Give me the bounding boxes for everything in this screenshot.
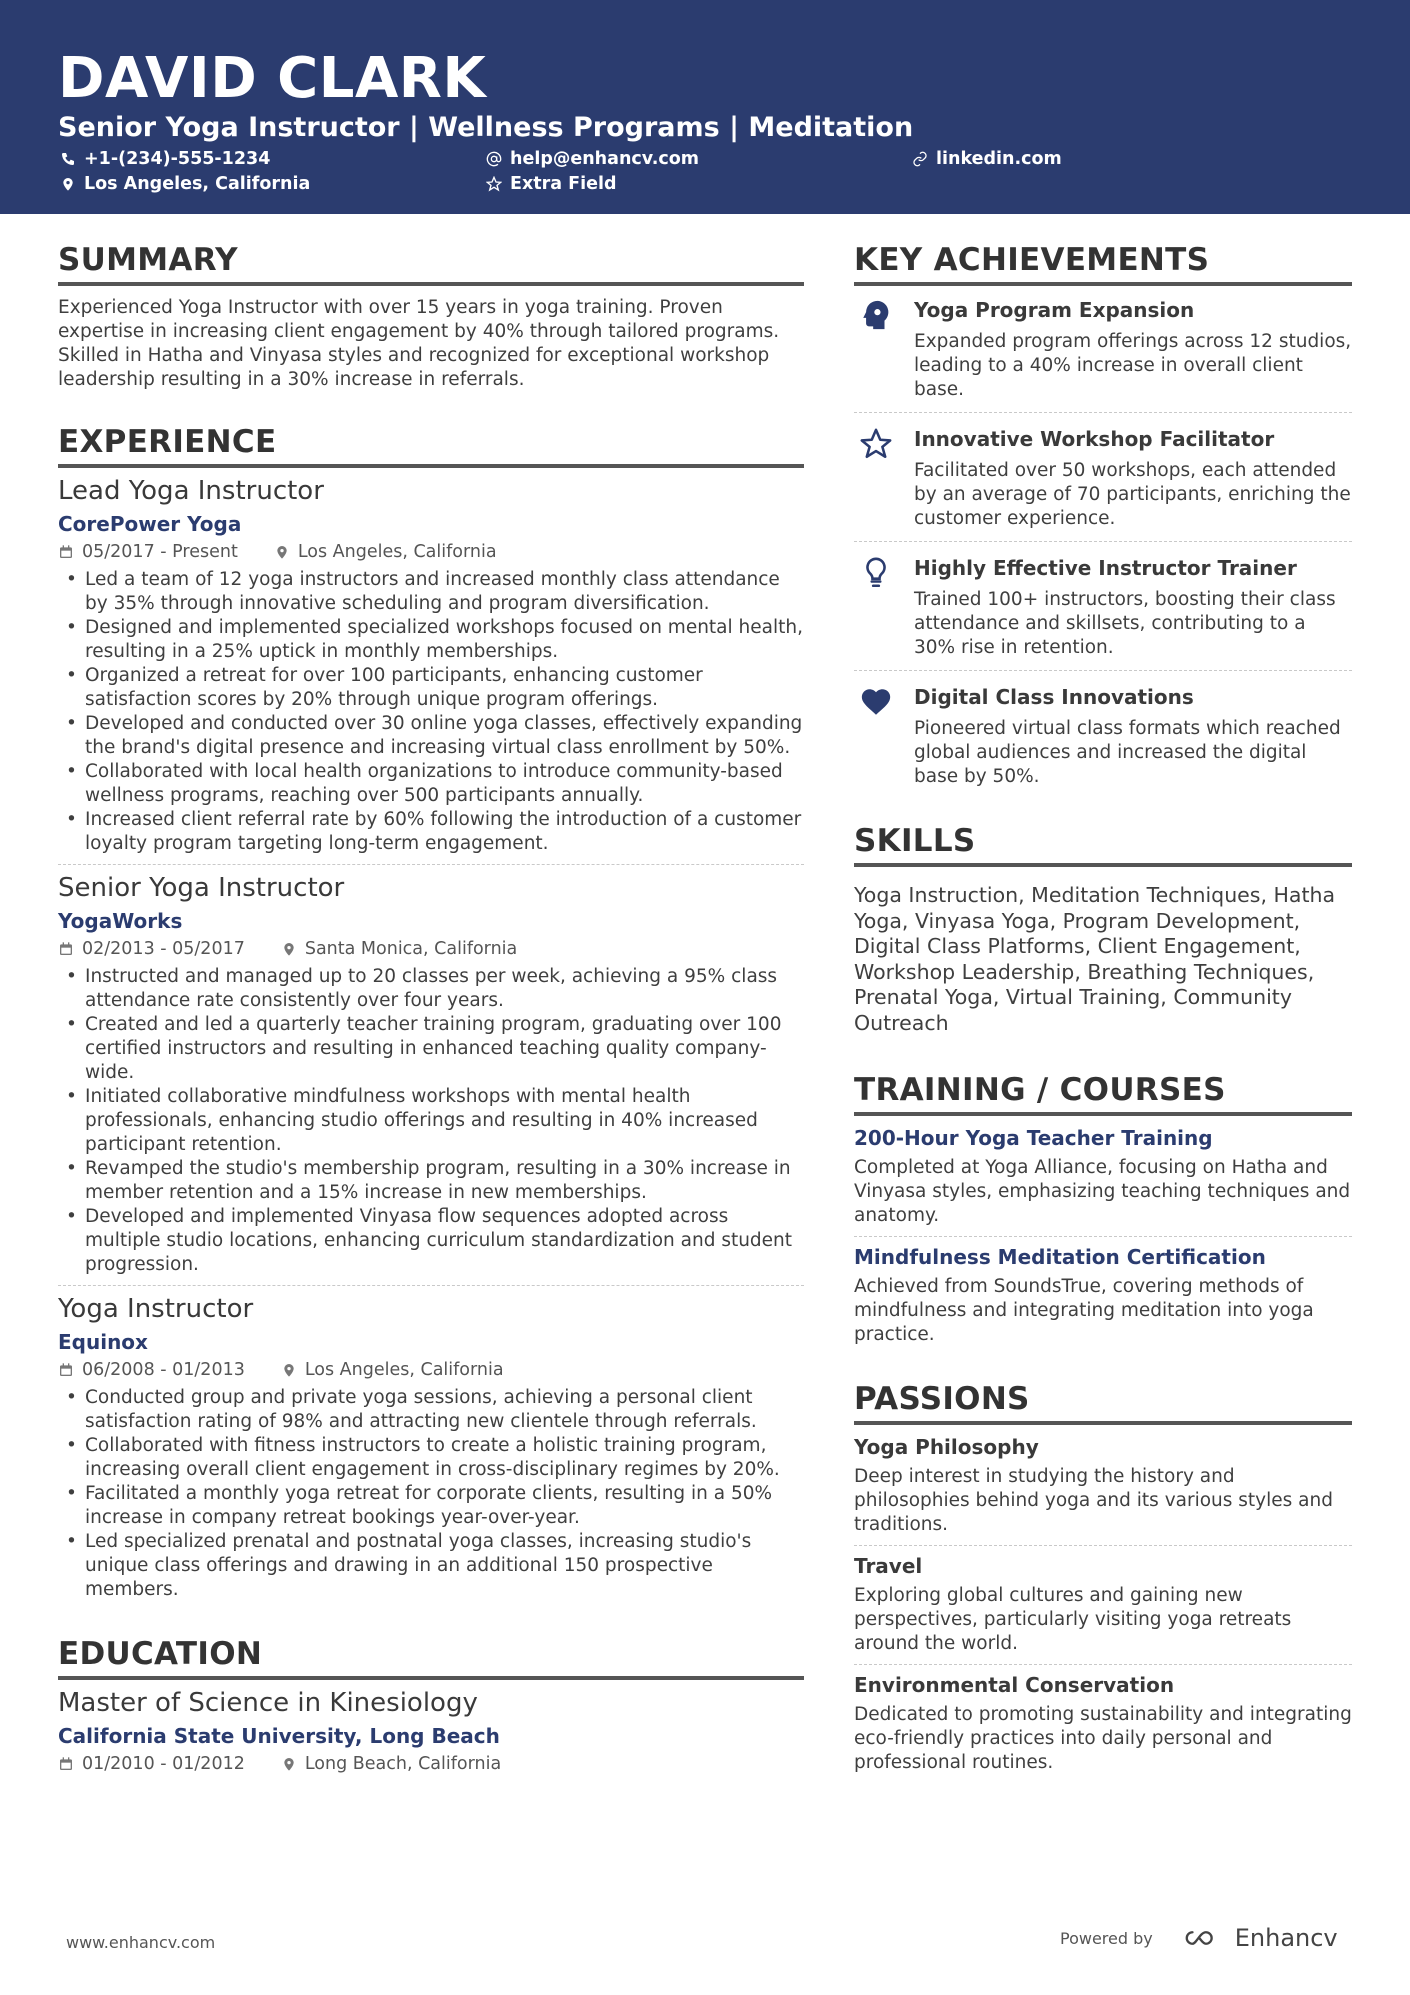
heart-icon: [859, 685, 893, 719]
powered-by-text: Powered by: [1060, 1928, 1153, 1948]
footer-website[interactable]: www.enhancv.com: [66, 1933, 216, 1952]
bullet-item: • Increased client referral rate by 60% following the introduction of a customer loyalty program targeting long-term engagement.: [58, 808, 804, 856]
head-icon: [859, 298, 893, 332]
education-location: Long Beach, California: [304, 1754, 502, 1774]
job-dates: 05/2017 - Present: [82, 542, 238, 562]
section-heading-training: TRAINING / COURSES: [854, 1070, 1352, 1116]
right-column: [854, 240, 1352, 1783]
job-bullets: [58, 1386, 804, 1602]
map-pin-icon: [281, 941, 297, 957]
job-location: Santa Monica, California: [304, 939, 518, 959]
map-pin-icon: [281, 1362, 297, 1378]
email-text: help@enhancv.com: [510, 149, 700, 169]
skills-section: [854, 821, 1352, 1036]
passion-desc: Exploring global cultures and gaining new perspectives, particularly visiting yoga retreats around the world.: [854, 1585, 1292, 1654]
achievement-desc: Trained 100+ instructors, boosting their class attendance and skillsets, contributing to a 30% rise in retention.: [914, 589, 1336, 658]
bullet-item: • Initiated collaborative mindfulness workshops with mental health professionals, enhancing studio offerings and resulting in 40% increased participant retention.: [58, 1085, 804, 1157]
extra-field-text: Extra Field: [510, 174, 617, 194]
calendar-icon: [58, 941, 74, 957]
section-heading-education: EDUCATION: [58, 1634, 804, 1680]
achievement-title: Digital Class Innovations: [914, 685, 1194, 709]
passion-desc: Dedicated to promoting sustainability and integrating eco-friendly practices into daily personal and professional routines.: [854, 1704, 1352, 1773]
section-heading-achievements: KEY ACHIEVEMENTS: [854, 240, 1352, 286]
bullet-item: • Created and led a quarterly teacher training program, graduating over 100 certified instructors and resulting in enhanced teaching quality company-wide.: [58, 1013, 804, 1085]
passion-item: [854, 1664, 1352, 1783]
job-title: Yoga Instructor: [58, 1294, 254, 1324]
education-dates: 01/2010 - 01/2012: [82, 1754, 245, 1774]
job-meta: [58, 937, 804, 961]
passion-title: Travel: [854, 1554, 923, 1578]
passion-title: Yoga Philosophy: [854, 1435, 1039, 1459]
education-meta: [58, 1752, 804, 1776]
map-pin-icon: [281, 1756, 297, 1772]
course-title: Mindfulness Meditation Certification: [854, 1245, 1266, 1269]
achievement-item: [854, 670, 1352, 799]
passion-item: [854, 1427, 1352, 1545]
candidate-title: Senior Yoga Instructor | Wellness Programs | Meditation: [58, 112, 914, 143]
link-icon: [912, 151, 928, 167]
star-icon: [486, 176, 502, 192]
map-pin-icon: [60, 176, 76, 192]
degree-title: Master of Science in Kinesiology: [58, 1688, 478, 1718]
passion-title: Environmental Conservation: [854, 1673, 1175, 1697]
bullet-item: • Collaborated with fitness instructors to create a holistic training program, increasing overall client engagement in cross-disciplinary regimes by 20%.: [58, 1434, 804, 1482]
achievements-section: [854, 240, 1352, 799]
at-icon: [486, 151, 502, 167]
bullet-item: • Designed and implemented specialized workshops focused on mental health, resulting in a 25% uptick in monthly memberships.: [58, 616, 804, 664]
passion-item: [854, 1545, 1352, 1664]
linkedin-text: linkedin.com: [936, 149, 1062, 169]
phone-text: +1-(234)-555-1234: [84, 149, 271, 169]
star-icon: [859, 427, 893, 461]
school-name: California State University, Long Beach: [58, 1724, 500, 1748]
left-column: [58, 240, 804, 1776]
bullet-item: • Developed and conducted over 30 online yoga classes, effectively expanding the brand's digital presence and increasing virtual class enrollment by 50%.: [58, 712, 804, 760]
summary-section: [58, 240, 804, 392]
contact-email[interactable]: [486, 148, 699, 170]
achievement-item: [854, 412, 1352, 541]
contact-extra: [486, 173, 617, 195]
company-name: YogaWorks: [58, 909, 183, 933]
training-section: [854, 1070, 1352, 1355]
map-pin-icon: [274, 544, 290, 560]
job-location: Los Angeles, California: [304, 1360, 504, 1380]
job-dates: 02/2013 - 05/2017: [82, 939, 245, 959]
bullet-item: • Led a team of 12 yoga instructors and increased monthly class attendance by 35% through innovative scheduling and program diversification.: [58, 568, 804, 616]
contact-linkedin[interactable]: [912, 148, 1062, 170]
passions-section: [854, 1379, 1352, 1783]
location-text: Los Angeles, California: [84, 174, 311, 194]
job-meta: [58, 1358, 804, 1382]
course-desc: Achieved from SoundsTrue, covering methods of mindfulness and integrating meditation into yoga practice.: [854, 1276, 1314, 1345]
job-bullets: [58, 568, 804, 856]
contact-location: [60, 173, 310, 195]
bullet-item: • Conducted group and private yoga sessions, achieving a personal client satisfaction rating of 98% and attracting new clientele through referrals.: [58, 1386, 804, 1434]
achievement-desc: Expanded program offerings across 12 studios, leading to a 40% increase in overall client base.: [914, 331, 1352, 400]
job-meta: [58, 540, 804, 564]
job-entry: [58, 864, 804, 1285]
course-item: [854, 1118, 1352, 1236]
experience-section: [58, 422, 804, 1610]
section-heading-skills: SKILLS: [854, 821, 1352, 867]
skills-text: Yoga Instruction, Meditation Techniques, Hatha Yoga, Vinyasa Yoga, Program Development, Digital Class Platforms, Client Engagement, Workshop Leadership, Breathing Techniques, Prenatal Yoga, Virtual Training, Community Outreach: [854, 883, 1336, 1035]
achievement-title: Yoga Program Expansion: [914, 298, 1195, 322]
phone-icon: [60, 151, 76, 167]
achievement-title: Highly Effective Instructor Trainer: [914, 556, 1297, 580]
enhancv-logo[interactable]: [1181, 1924, 1338, 1952]
brand-name: Enhancv: [1234, 1924, 1338, 1952]
company-name: CorePower Yoga: [58, 512, 242, 536]
achievement-item: [854, 286, 1352, 412]
achievement-desc: Facilitated over 50 workshops, each attended by an average of 70 participants, enriching the customer experience.: [914, 460, 1351, 529]
job-bullets: [58, 965, 804, 1277]
course-desc: Completed at Yoga Alliance, focusing on Hatha and Vinyasa styles, emphasizing teaching techniques and anatomy.: [854, 1157, 1351, 1226]
course-item: [854, 1236, 1352, 1355]
bullet-item: • Led specialized prenatal and postnatal yoga classes, increasing studio's unique class offerings and drawing in an additional 150 prospective members.: [58, 1530, 804, 1602]
section-heading-passions: PASSIONS: [854, 1379, 1352, 1425]
bullet-item: • Facilitated a monthly yoga retreat for corporate clients, resulting in a 50% increase in company retreat bookings year-over-year.: [58, 1482, 804, 1530]
footer-branding: [1060, 1924, 1338, 1952]
contact-phone[interactable]: [60, 148, 270, 170]
lightbulb-icon: [859, 556, 893, 590]
calendar-icon: [58, 1756, 74, 1772]
job-title: Senior Yoga Instructor: [58, 873, 345, 903]
achievement-item: [854, 541, 1352, 670]
bullet-item: • Revamped the studio's membership program, resulting in a 30% increase in member retention and a 15% increase in new memberships.: [58, 1157, 804, 1205]
bullet-item: • Organized a retreat for over 100 participants, enhancing customer satisfaction scores by 20% through unique program offerings.: [58, 664, 804, 712]
course-title: 200-Hour Yoga Teacher Training: [854, 1126, 1213, 1150]
bullet-item: • Collaborated with local health organizations to introduce community-based wellness programs, reaching over 500 participants annually.: [58, 760, 804, 808]
calendar-icon: [58, 1362, 74, 1378]
summary-text: Experienced Yoga Instructor with over 15 years in yoga training. Proven expertise in increasing client engagement by 40% through tailored programs. Skilled in Hatha and Vinyasa styles and recognized for exceptional workshop leadership resulting in a 30% increase in referrals.: [58, 297, 780, 390]
bullet-item: • Instructed and managed up to 20 classes per week, achieving a 95% class attendance rate consistently over four years.: [58, 965, 804, 1013]
job-dates: 06/2008 - 01/2013: [82, 1360, 245, 1380]
job-entry: [58, 474, 804, 864]
section-heading-summary: SUMMARY: [58, 240, 804, 286]
job-entry: [58, 1285, 804, 1610]
passion-desc: Deep interest in studying the history and philosophies behind yoga and its various styles and traditions.: [854, 1466, 1333, 1535]
section-heading-experience: EXPERIENCE: [58, 422, 804, 468]
job-title: Lead Yoga Instructor: [58, 476, 324, 506]
calendar-icon: [58, 544, 74, 560]
resume-header: [0, 0, 1410, 214]
job-location: Los Angeles, California: [297, 542, 497, 562]
education-section: [58, 1634, 804, 1776]
company-name: Equinox: [58, 1330, 148, 1354]
candidate-name: DAVID CLARK: [58, 46, 487, 111]
bullet-item: • Developed and implemented Vinyasa flow sequences adopted across multiple studio locations, enhancing curriculum standardization and student progression.: [58, 1205, 804, 1277]
infinity-logo-icon: [1181, 1926, 1227, 1950]
achievement-title: Innovative Workshop Facilitator: [914, 427, 1275, 451]
achievement-desc: Pioneered virtual class formats which reached global audiences and increased the digital base by 50%.: [914, 718, 1341, 787]
